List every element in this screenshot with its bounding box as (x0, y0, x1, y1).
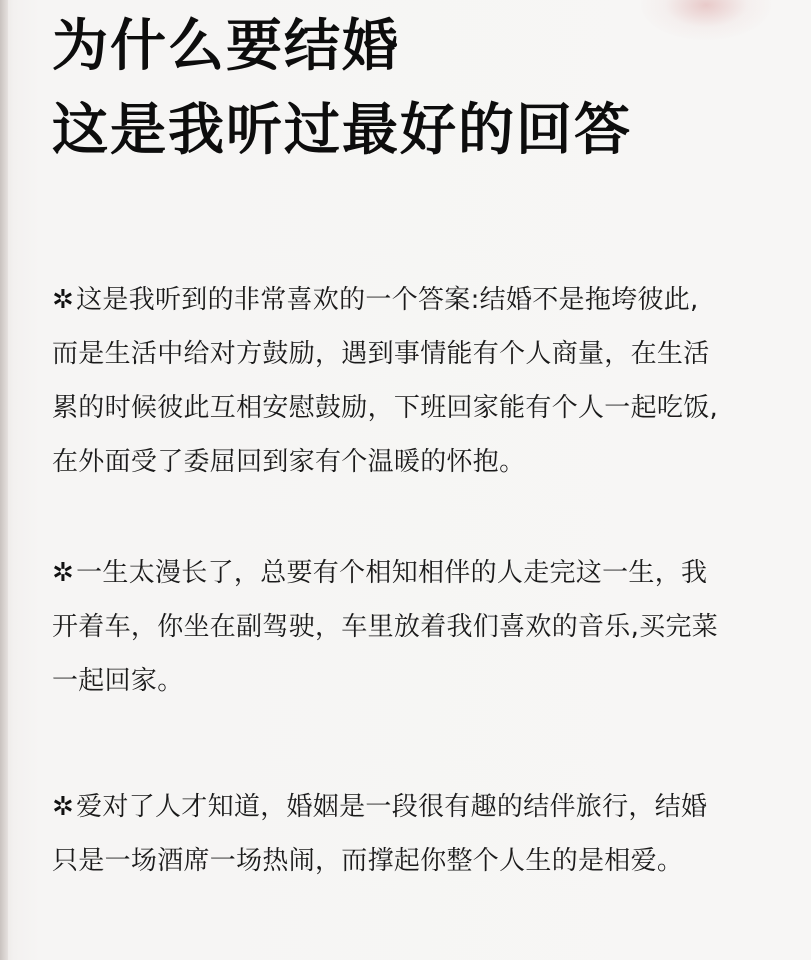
paragraph-line: 只是一场酒席一场热闹，而撑起你整个人生的是相爱。 (52, 846, 684, 876)
title-line-1: 为什么要结婚 (52, 13, 400, 79)
paragraph-text: 一生太漫长了，总要有个相知相伴的人走完这一生，我 (76, 558, 708, 588)
flower-bullet-icon: ✲ (52, 285, 75, 315)
paragraph-text: 这是我听到的非常喜欢的一个答案:结婚不是拖垮彼此, (76, 285, 699, 315)
paragraph-line (52, 273, 772, 327)
title-line-2: 这是我听过最好的回答 (52, 97, 632, 163)
paragraph-line (52, 546, 772, 600)
paragraph-1 (52, 273, 772, 489)
paragraph-3 (52, 780, 772, 888)
paragraph-line: 一起回家。 (52, 666, 184, 696)
flower-bullet-icon: ✲ (52, 792, 75, 822)
paragraph-line: 在外面受了委屈回到家有个温暖的怀抱。 (52, 447, 526, 477)
page-edge (0, 0, 8, 960)
paragraph-line: 开着车，你坐在副驾驶，车里放着我们喜欢的音乐,买完菜 (52, 612, 719, 642)
paragraph-line: 而是生活中给对方鼓励，遇到事情能有个人商量，在生活 (52, 339, 710, 369)
corner-blur-decoration (641, 0, 771, 40)
paragraph-line (52, 780, 772, 834)
page-title (52, 4, 632, 172)
flower-bullet-icon: ✲ (52, 558, 75, 588)
paragraph-2 (52, 546, 772, 708)
paragraph-text: 爱对了人才知道，婚姻是一段很有趣的结伴旅行，结婚 (76, 792, 708, 822)
paragraph-line: 累的时候彼此互相安慰鼓励，下班回家能有个人一起吃饭, (52, 393, 719, 423)
